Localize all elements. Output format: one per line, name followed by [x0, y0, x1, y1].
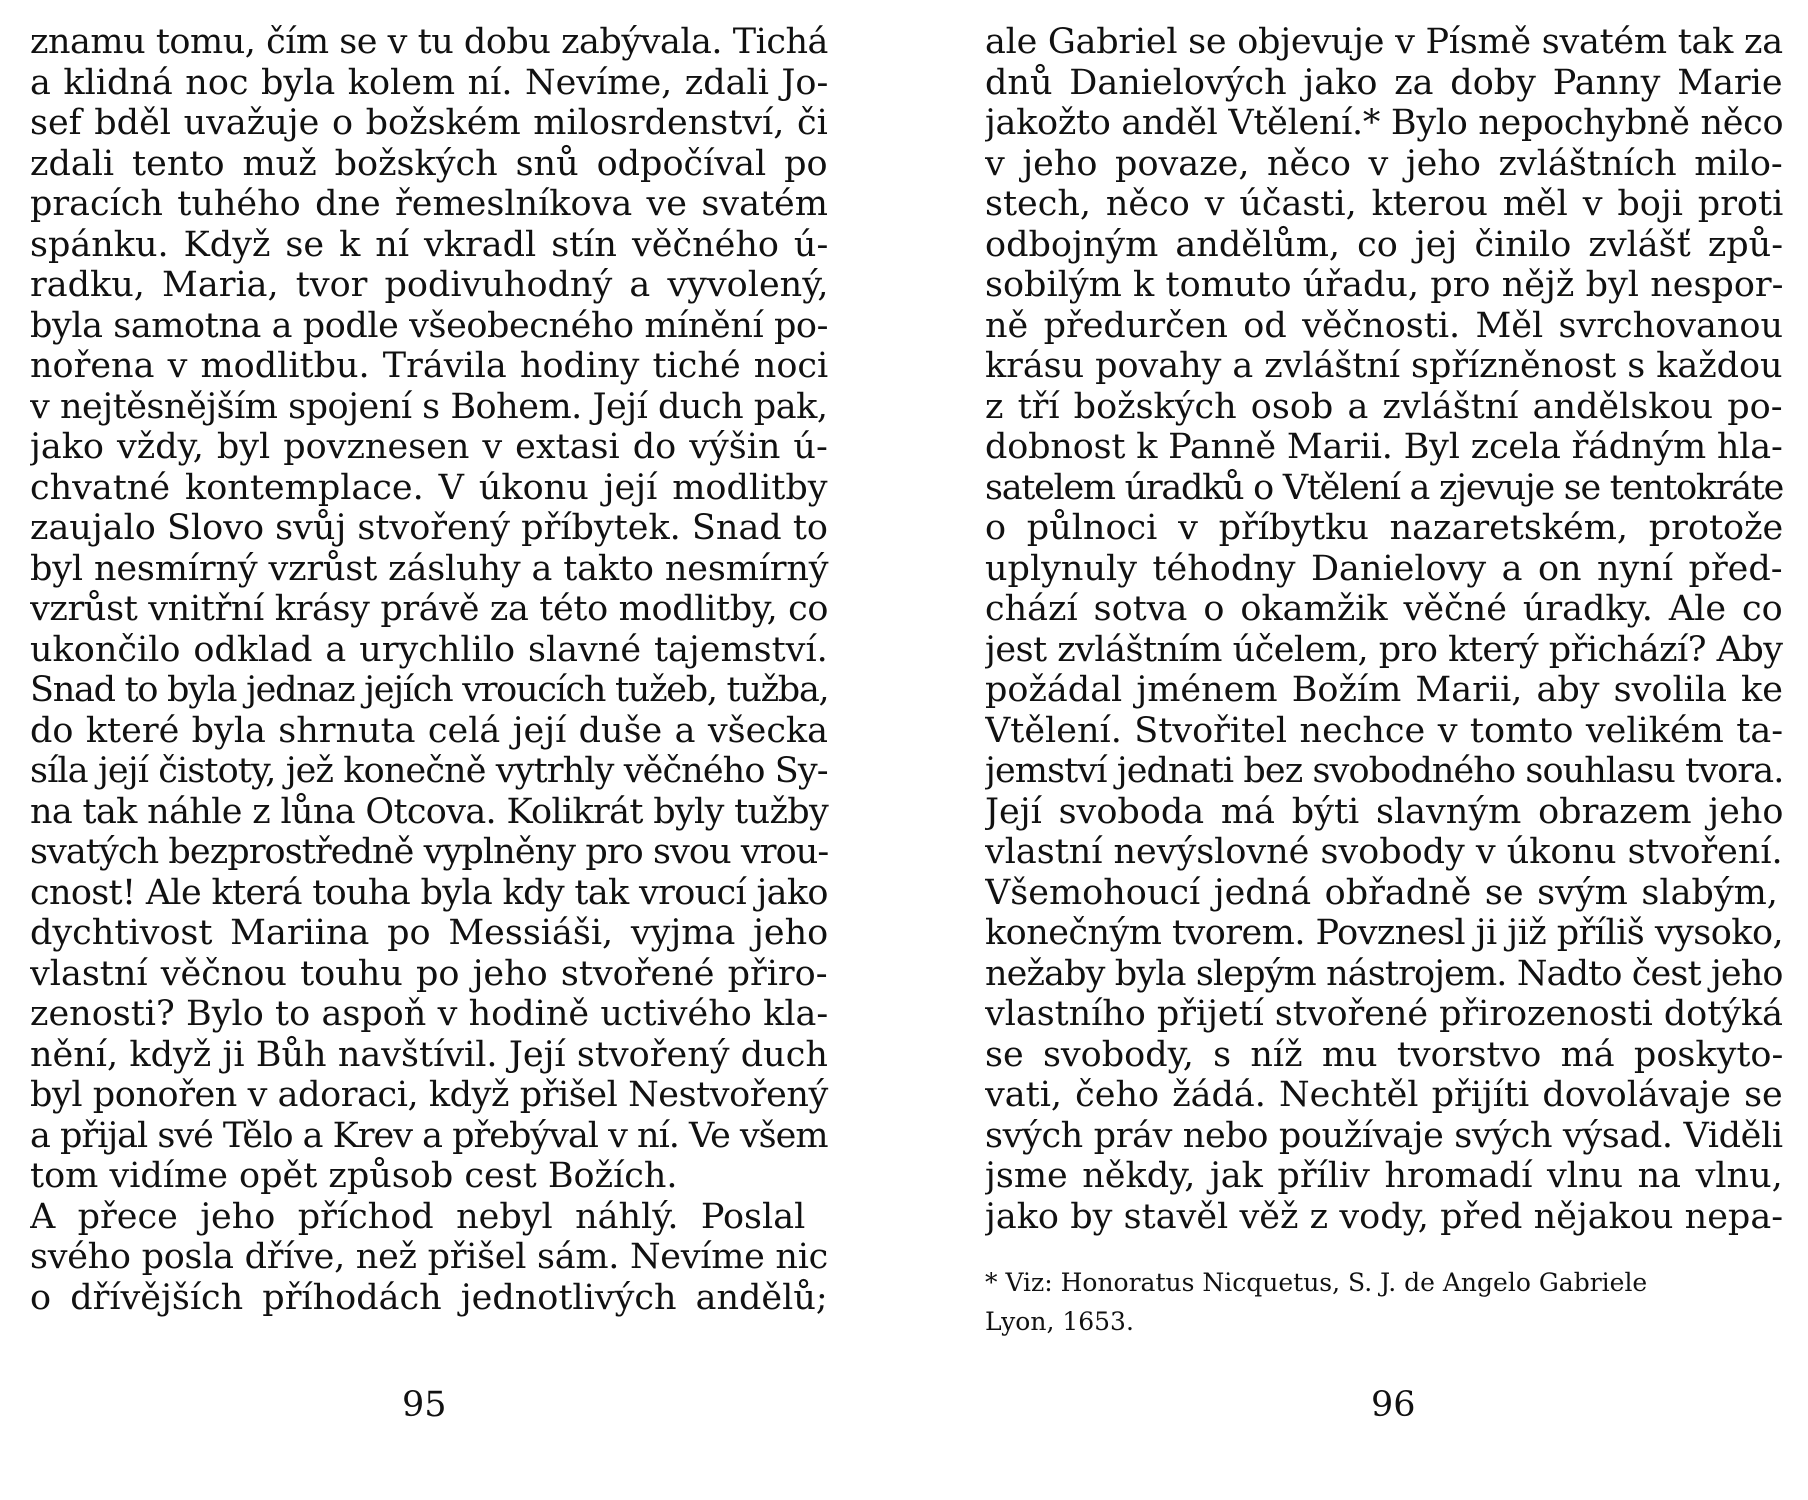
text-line: ukončilo odklad a urychlilo slavné tajemství.	[30, 629, 828, 670]
text-line: byl ponořen v adoraci, když přišel Nestvořený	[30, 1075, 828, 1115]
text-line: vlastního přijetí stvořené přirozenosti dotýká	[985, 994, 1783, 1034]
text-line: o dřívějších příhodách jednotlivých andělů;	[30, 1277, 828, 1318]
text-line: jakožto anděl Vtělení.* Bylo nepochybně něco	[985, 103, 1784, 143]
text-line: radku, Maria, tvor podivuhodný a vyvolený,	[30, 265, 829, 305]
text-line: dobnost k Panně Marii. Byl zcela řádným hla-	[985, 427, 1783, 467]
text-line: satelem úradků o Vtělení a zjevuje se tentokráte	[985, 467, 1784, 508]
text-line: vlastní nevýslovné svobody v úkonu stvoření.	[985, 832, 1783, 872]
right-page-text	[985, 22, 1785, 1237]
text-line: dnů Danielových jako za doby Panny Marie	[985, 62, 1783, 103]
text-line: jako vždy, byl povznesen v extasi do výšin ú-	[30, 427, 828, 467]
text-line: Všemohoucí jedná obřadně se svým slabým,	[985, 872, 1778, 913]
left-page-number: 95	[402, 1385, 447, 1425]
text-line: vati, čeho žádá. Nechtěl přijíti dovolávaje se	[985, 1075, 1783, 1115]
text-line: a přijal své Tělo a Krev a přebýval v ní. Ve všem	[30, 1115, 828, 1156]
text-line: sef bděl uvažuje o božském milosrdenství, či	[30, 103, 828, 143]
text-line: jako by stavěl věž z vody, před nějakou nepa-	[985, 1196, 1784, 1237]
text-line: nění, když ji Bůh navštívil. Její stvořený duch	[30, 1034, 828, 1075]
text-line: tom vidíme opět způsob cest Božích.	[30, 1156, 678, 1196]
text-line: spánku. Když se k ní vkradl stín věčného ú-	[30, 224, 829, 265]
text-line: nežaby byla slepým nástrojem. Nadto čest jeho	[985, 953, 1783, 994]
text-line: krásu povahy a zvláštní spřízněnost s každou	[985, 346, 1783, 386]
text-line: svého posla dříve, než přišel sám. Nevíme nic	[30, 1237, 828, 1277]
text-line: A přece jeho příchod nebyl náhlý. Poslal	[30, 1196, 806, 1237]
text-line: v jeho povaze, něco v jeho zvláštních milo-	[985, 143, 1783, 184]
text-line: zdali tento muž božských snů odpočíval po	[30, 143, 828, 184]
text-line: Vtělení. Stvořitel nechce v tomto velikém ta-	[985, 710, 1784, 751]
footnote-line: * Viz: Honoratus Nicquetus, S. J. de Angelo Gabriele	[985, 1268, 1648, 1297]
text-line: cnost! Ale která touha byla kdy tak vroucí jako	[30, 872, 828, 913]
text-line: byla samotna a podle všeobecného mínění po-	[30, 305, 828, 346]
text-line: svatých bezprostředně vyplněny pro svou vrou-	[30, 832, 829, 872]
footnote	[985, 1263, 1785, 1341]
footnote-line: Lyon, 1653.	[985, 1307, 1134, 1336]
text-line: z tří božských osob a zvláštní andělskou po-	[985, 386, 1783, 427]
text-line: se svobody, s níž mu tvorstvo má poskyto-	[985, 1034, 1784, 1075]
text-line: byl nesmírný vzrůst zásluhy a takto nesmírný	[30, 548, 829, 589]
text-line: stech, něco v účasti, kterou měl v boji proti	[985, 184, 1784, 224]
text-line: vlastní věčnou touhu po jeho stvořené přiro-	[30, 953, 828, 994]
text-line: ale Gabriel se objevuje v Písmě svatém tak za	[985, 22, 1783, 62]
text-line: Její svoboda má býti slavným obrazem jeho	[985, 791, 1784, 832]
text-line: sobilým k tomuto úřadu, pro nějž byl nespor-	[985, 265, 1784, 305]
text-line: nořena v modlitbu. Trávila hodiny tiché noci	[30, 346, 829, 386]
text-line: svých práv nebo používaje svých výsad. Viděli	[985, 1115, 1783, 1156]
text-line: zenosti? Bylo to aspoň v hodině uctivého kla-	[30, 994, 829, 1034]
text-line: pracích tuhého dne řemeslníkova ve svatém	[30, 184, 828, 224]
text-line: chází sotva o okamžik věčné úradky. Ale co	[985, 589, 1783, 629]
text-line: konečným tvorem. Povznesl ji již příliš vysoko,	[985, 913, 1784, 953]
text-line: a klidná noc byla kolem ní. Nevíme, zdali Jo-	[30, 62, 829, 103]
text-line: ně předurčen od věčnosti. Měl svrchovanou	[985, 305, 1784, 346]
left-page-text	[30, 22, 830, 1318]
right-page-number: 96	[1371, 1385, 1416, 1425]
text-line: chvatné kontemplace. V úkonu její modlitby	[30, 467, 828, 508]
text-line: jest zvláštním účelem, pro který přichází? Aby	[985, 629, 1783, 670]
text-line: dychtivost Mariina po Messiáši, vyjma jeho	[30, 913, 829, 953]
text-line: Snad to byla jednaz jejích vroucích tužeb, tužba,	[30, 670, 829, 710]
text-line: znamu tomu, čím se v tu dobu zabývala. Tichá	[30, 22, 828, 62]
text-line: jsme někdy, jak příliv hromadí vlnu na vlnu,	[985, 1156, 1783, 1196]
text-line: na tak náhle z lůna Otcova. Kolikrát byly tužby	[30, 791, 829, 832]
text-line: zaujalo Slovo svůj stvořený příbytek. Snad to	[30, 508, 828, 548]
text-line: síla její čistoty, jež konečně vytrhly věčného Sy-	[30, 751, 828, 791]
text-line: o půlnoci v příbytku nazaretském, protože	[985, 508, 1784, 548]
text-line: do které byla shrnuta celá její duše a všecka	[30, 710, 828, 751]
text-line: uplynuly téhodny Danielovy a on nyní před-	[985, 548, 1783, 589]
text-line: požádal jménem Božím Marii, aby svolila ke	[985, 670, 1783, 710]
text-line: vzrůst vnitřní krásy právě za této modlitby, co	[30, 589, 829, 629]
text-line: v nejtěsnějším spojení s Bohem. Její duch pak,	[30, 386, 828, 427]
text-line: odbojným andělům, co jej činilo zvlášť způ-	[985, 224, 1784, 265]
text-line: jemství jednati bez svobodného souhlasu tvora.	[985, 751, 1784, 791]
